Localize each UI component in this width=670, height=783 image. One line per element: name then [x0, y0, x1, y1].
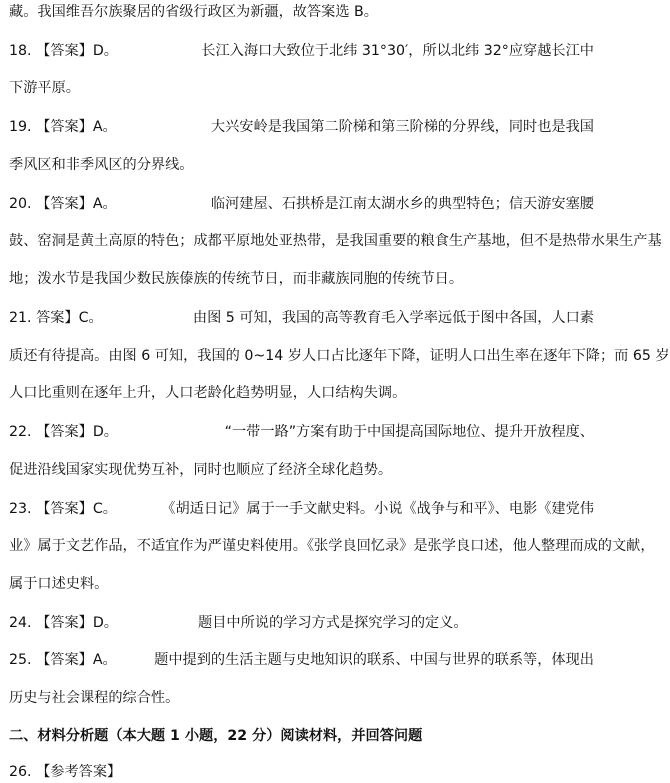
- answer-18-body: 长江入海口大致位于北纬 31°30′，所以北纬 32°应穿越长江中: [201, 43, 594, 59]
- answer-19-label: 19. 【答案】A。: [9, 119, 117, 135]
- answer-25-body: 题中提到的生活主题与史地知识的联系、中国与世界的联系等，体现出: [154, 652, 594, 668]
- section-2-heading: [9, 725, 594, 747]
- answer-22-cont: [9, 459, 594, 481]
- answer-20-label: 20. 【答案】A。: [9, 196, 117, 212]
- line-17-tail: [9, 1, 594, 23]
- answer-19-body: 大兴安岭是我国第二阶梯和第三阶梯的分界线，同时也是我国: [210, 119, 594, 135]
- answer-23-cont-1: [9, 535, 655, 557]
- answer-21-cont-2: [9, 382, 594, 404]
- answer-20-cont-2-text: 地；泼水节是我国少数民族傣族的传统节日，而非藏族同胞的传统节日。: [9, 271, 464, 287]
- answer-25-line: [9, 649, 594, 671]
- answer-26-line: [9, 761, 594, 783]
- answer-24-label: 24. 【答案】D。: [9, 615, 118, 631]
- answer-20-cont-1: [9, 230, 662, 252]
- answer-18-label: 18. 【答案】D。: [9, 43, 118, 59]
- answer-21-body: 由图 5 可知，我国的高等教育毛入学率远低于图中各国，人口素: [192, 310, 594, 326]
- answer-23-body: 《胡适日记》属于一手文献史料。小说《战争与和平》、电影《建党伟: [161, 501, 594, 517]
- answer-18-line: [9, 40, 594, 62]
- answer-20-body: 临河建屋、石拱桥是江南太湖水乡的典型特色；信天游安塞腰: [210, 196, 594, 212]
- answer-20-cont-2: [9, 268, 594, 290]
- answer-21-line: [9, 307, 594, 329]
- answer-19-cont-text: 季风区和非季风区的分界线。: [9, 157, 194, 173]
- answer-21-cont-2-text: 人口比重则在逐年上升，人口老龄化趋势明显，人口结构失调。: [9, 385, 407, 401]
- answer-23-label: 23. 【答案】C。: [9, 501, 117, 517]
- section-2-heading-text: 二、材料分析题（本大题 1 小题，22 分）阅读材料，并回答问题: [9, 728, 423, 744]
- text-17-tail: 藏。我国维吾尔族聚居的省级行政区为新疆，故答案选 B。: [9, 4, 378, 20]
- answer-23-cont-2-text: 属于口述史料。: [9, 576, 109, 592]
- answer-21-label: 21. 答案】C。: [9, 310, 103, 326]
- answer-18-cont: [9, 77, 594, 99]
- answer-26-label: 26. 【参考答案】: [9, 764, 122, 780]
- answer-22-label: 22. 【答案】D。: [9, 424, 118, 440]
- answer-23-line: [9, 498, 594, 520]
- answer-23-cont-1-text: 业》属于文艺作品，不适宜作为严谨史料使用。《张学良回忆录》是张学良口述，他人整理而成的文献，: [9, 538, 655, 554]
- answer-19-line: [9, 116, 594, 138]
- answer-19-cont: [9, 154, 594, 176]
- answer-22-body: “一带一路”方案有助于中国提高国际地位、提升开放程度、: [224, 424, 594, 440]
- answer-20-cont-1-text: 鼓、窑洞是黄土高原的特色；成都平原地处亚热带，是我国重要的粮食生产基地，但不是热带水果生产基: [9, 233, 662, 249]
- answer-25-label: 25. 【答案】A。: [9, 652, 117, 668]
- answer-25-cont-text: 历史与社会课程的综合性。: [9, 690, 180, 706]
- answer-24-body: 题目中所说的学习方式是探究学习的定义。: [198, 615, 468, 631]
- answer-21-cont-1: [9, 345, 670, 367]
- answer-23-cont-2: [9, 573, 594, 595]
- answer-22-cont-text: 促进沿线国家实现优势互补，同时也顺应了经济全球化趋势。: [9, 462, 393, 478]
- answer-20-line: [9, 193, 594, 215]
- answer-24-line: [9, 612, 594, 634]
- answer-22-line: [9, 421, 594, 443]
- answer-18-cont-text: 下游平原。: [9, 80, 80, 96]
- answer-21-cont-1-text: 质还有待提高。由图 6 可知，我国的 0~14 岁人口占比逐年下降，证明人口出生率在逐年下降；而 65 岁: [9, 348, 670, 364]
- answer-25-cont: [9, 687, 594, 709]
